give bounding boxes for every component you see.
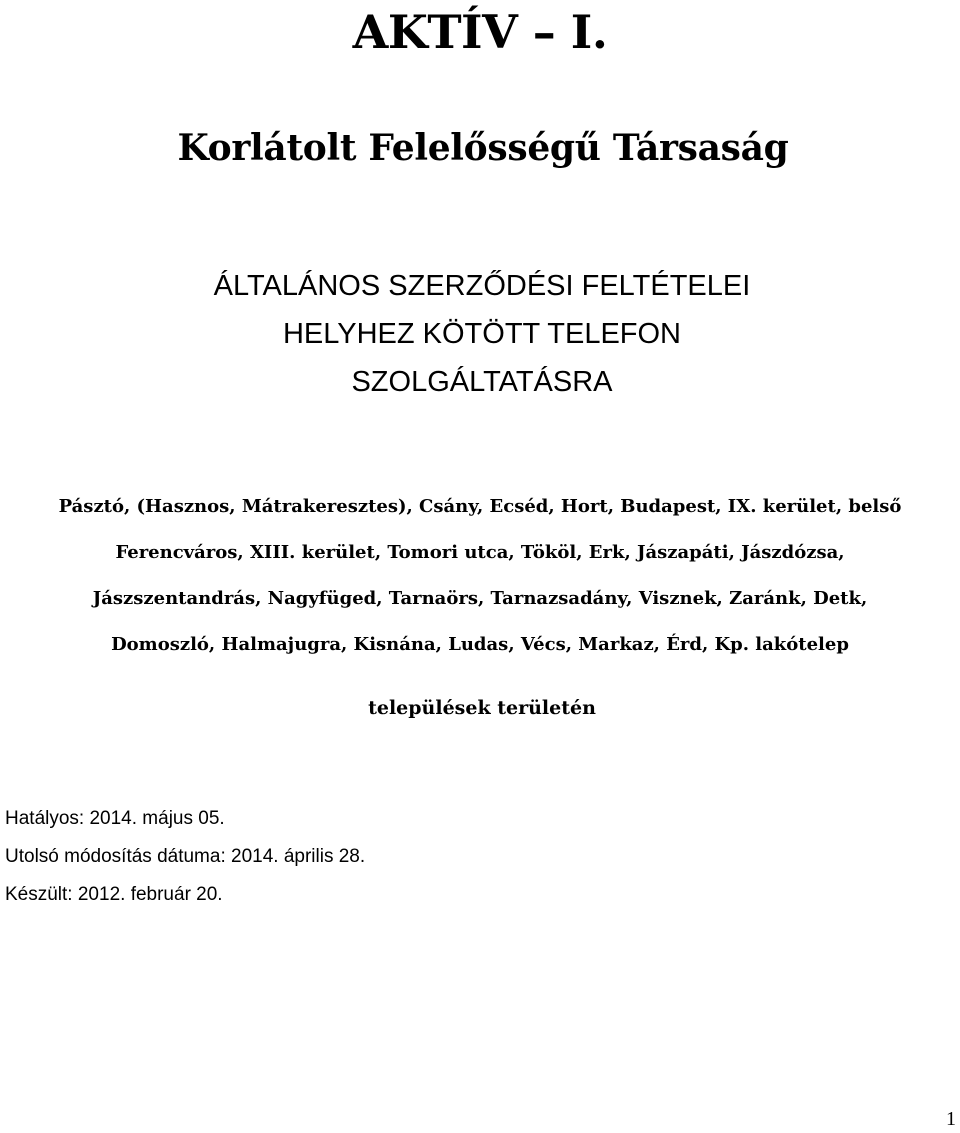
locations-line: Ferencváros, XIII. kerület, Tomori utca, Tököl, Erk, Jászapáti, Jászdózsa, xyxy=(115,542,845,563)
title-line: HELYHEZ KÖTÖTT TELEFON xyxy=(282,318,681,350)
effective-date: Hatályos: 2014. május 05. xyxy=(5,808,225,829)
title-line: SZOLGÁLTATÁSRA xyxy=(351,366,613,398)
document-title xyxy=(0,262,960,406)
locations-line: Domoszló, Halmajugra, Kisnána, Ludas, Vécs, Markaz, Érd, Kp. lakótelep xyxy=(111,634,849,655)
dates-block xyxy=(5,800,365,914)
locations-list xyxy=(0,484,960,668)
locations-line: Pásztó, (Hasznos, Mátrakeresztes), Csány, Ecséd, Hort, Budapest, IX. kerület, belső xyxy=(58,496,902,517)
title-line: ÁLTALÁNOS SZERZŐDÉSI FELTÉTELEI xyxy=(213,270,751,302)
created-date: Készült: 2012. február 20. xyxy=(5,884,223,905)
company-name: AKTÍV – I. xyxy=(352,5,608,59)
last-modified-date: Utolsó módosítás dátuma: 2014. április 28. xyxy=(5,846,366,867)
locations-line: Jászszentandrás, Nagyfüged, Tarnaörs, Tarnazsadány, Visznek, Zaránk, Detk, xyxy=(92,588,868,609)
page-number: 1 xyxy=(946,1108,956,1130)
area-note: települések területén xyxy=(368,697,596,719)
company-form: Korlátolt Felelősségű Társaság xyxy=(177,127,789,169)
